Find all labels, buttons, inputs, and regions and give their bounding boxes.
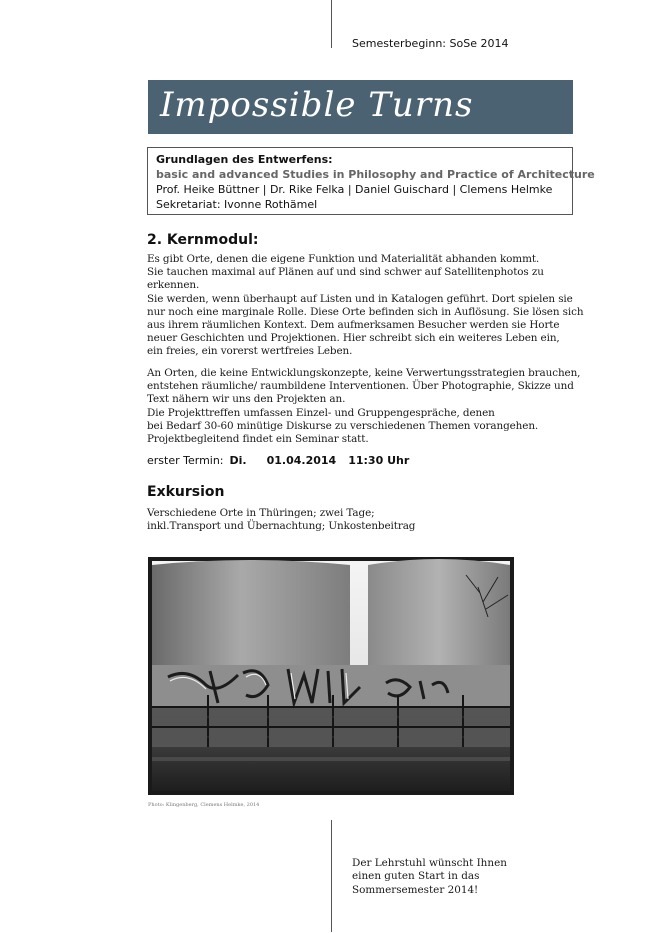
exkursion-text	[147, 507, 567, 533]
staff-list: Prof. Heike Büttner | Dr. Rike Felka | Daniel Guischard | Clemens Helmke	[156, 183, 553, 196]
text-line: Projektbegleitend findet ein Seminar statt.	[147, 433, 369, 446]
exkursion-heading: Exkursion	[147, 484, 225, 500]
text-line: bei Bedarf 30-60 minütige Diskurse zu verschiedenen Themen vorangehen.	[147, 419, 539, 432]
text-line: An Orten, die keine Entwicklungskonzepte, keine Verwertungsstrategien brauchen,	[147, 367, 581, 379]
text-line: Sie tauchen maximal auf Plänen auf und sind schwer auf Satellitenphotos zu	[147, 266, 544, 279]
silo-photo	[148, 557, 514, 795]
text-line: Es gibt Orte, denen die eigene Funktion und Materialität abhanden kommt.	[147, 253, 540, 265]
text-line: neuer Geschichten und Projektionen. Hier schreibt sich ein weiteres Leben ein,	[147, 332, 560, 345]
kernmodul-heading: 2. Kernmodul:	[147, 232, 259, 248]
text-line: Der Lehrstuhl wünscht Ihnen	[352, 857, 507, 869]
first-meeting	[147, 454, 409, 467]
text-line: erkennen.	[147, 279, 200, 292]
text-line: aus ihrem räumlichen Kontext. Dem aufmerksamen Besucher werden sie Horte	[147, 319, 560, 332]
text-line: ein freies, ein vorerst wertfreies Leben.	[147, 345, 353, 358]
bottom-divider-line	[331, 820, 332, 932]
text-line: Verschiedene Orte in Thüringen; zwei Tage;	[147, 507, 375, 519]
text-line: einen guten Start in das	[352, 870, 480, 883]
text-line: inkl.Transport und Übernachtung; Unkostenbeitrag	[147, 520, 416, 533]
termin-time: 11:30 Uhr	[348, 454, 410, 467]
course-name: Grundlagen des Entwerfens:	[156, 153, 333, 166]
text-line: Sommersemester 2014!	[352, 883, 479, 896]
text-line: Die Projekttreffen umfassen Einzel- und Gruppengespräche, denen	[147, 406, 495, 419]
semester-start: Semesterbeginn: SoSe 2014	[352, 37, 509, 50]
photo-caption: Photo: Klingenberg, Clemens Helmke, 2014	[148, 802, 260, 808]
course-info-box	[147, 147, 595, 215]
page-title: Impossible Turns	[160, 85, 474, 125]
text-line: entstehen räumliche/ raumbildene Interventionen. Über Photographie, Skizze und	[147, 380, 574, 393]
course-subtitle: basic and advanced Studies in Philosophy and Practice of Architecture	[156, 168, 595, 181]
title-banner	[148, 80, 573, 134]
text-line: nur noch eine marginale Rolle. Diese Orte befinden sich in Auflösung. Sie lösen sich	[147, 305, 584, 318]
kernmodul-paragraph-1	[147, 253, 584, 359]
kernmodul-paragraph-2	[147, 367, 581, 446]
closing-greeting	[352, 857, 507, 897]
secretary: Sekretariat: Ivonne Rothämel	[156, 198, 318, 211]
termin-date: 01.04.2014	[266, 454, 337, 467]
text-line: Sie werden, wenn überhaupt auf Listen und in Katalogen geführt. Dort spielen sie	[147, 292, 573, 305]
termin-day: Di.	[229, 454, 247, 467]
text-line: Text nähern wir uns den Projekten an.	[147, 393, 346, 406]
top-divider-line	[331, 0, 332, 48]
termin-label: erster Termin:	[147, 454, 224, 467]
